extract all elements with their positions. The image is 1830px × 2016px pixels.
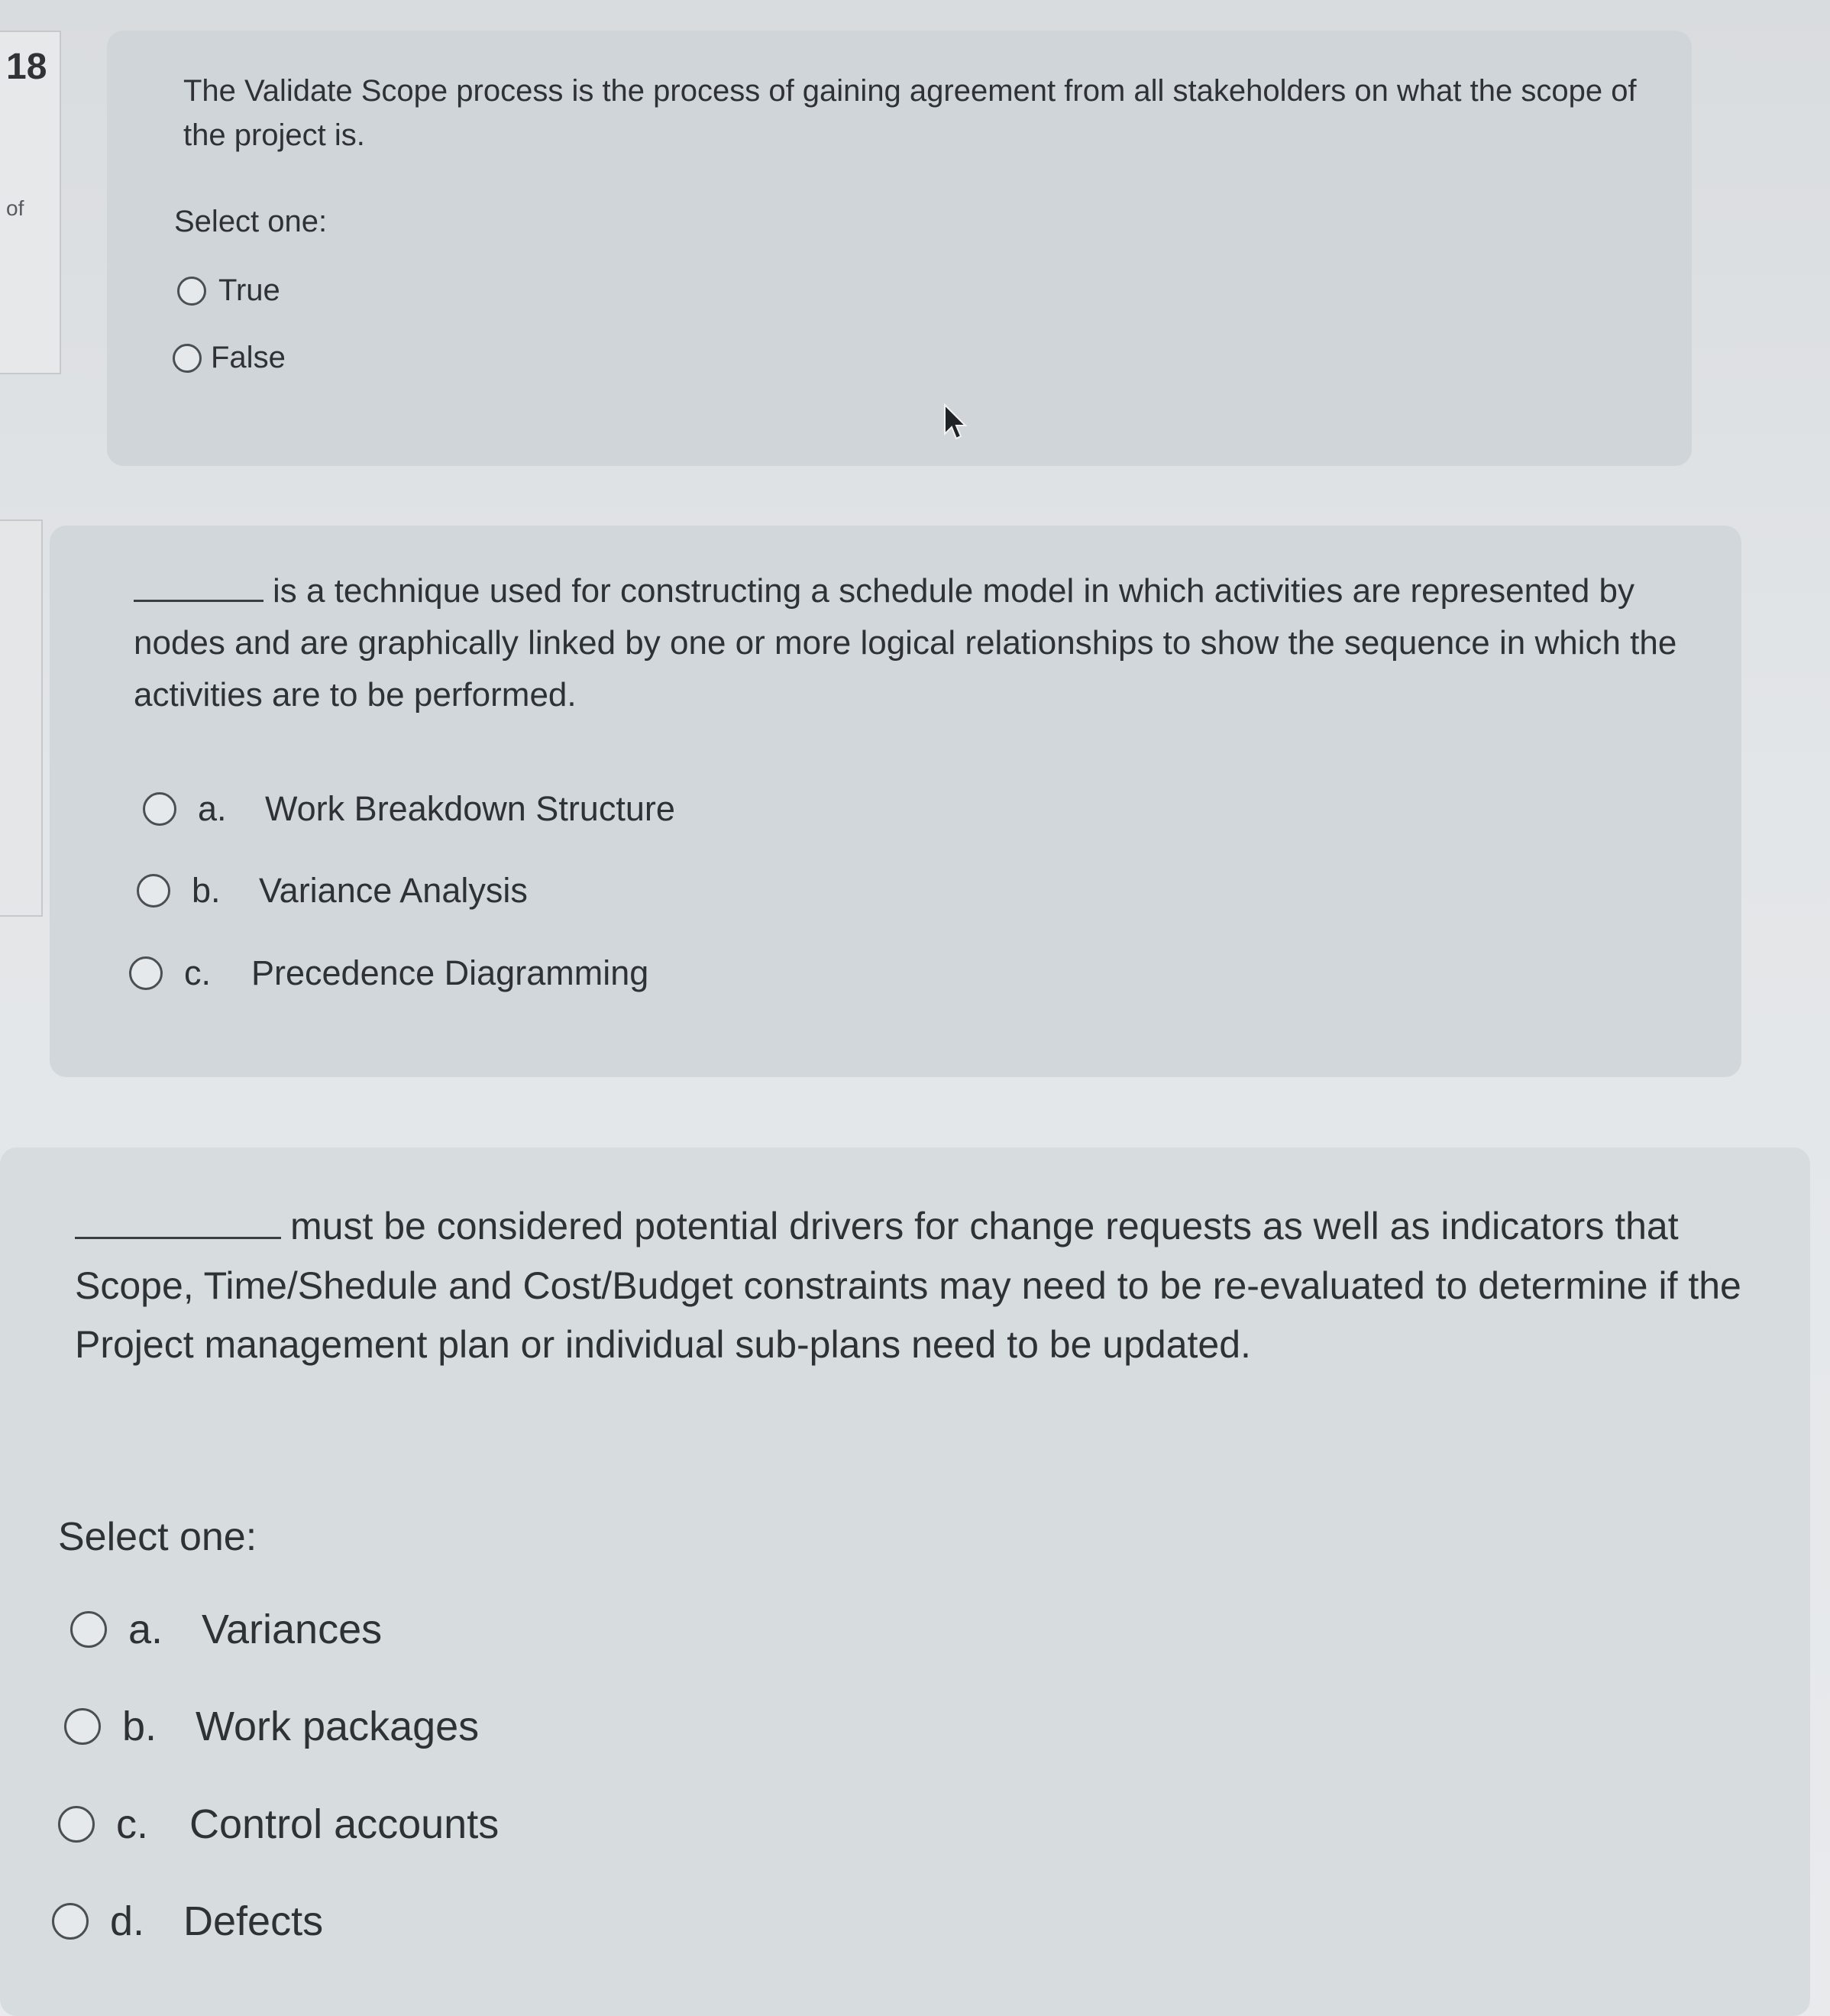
question-card-3	[0, 1147, 1810, 2016]
question-info-panel	[0, 31, 61, 374]
question-2-option-a[interactable]	[143, 789, 675, 829]
option-label: Variance Analysis	[259, 871, 528, 910]
option-label: Defects	[183, 1898, 324, 1944]
question-of-label: of	[6, 196, 24, 220]
question-info-panel-2	[0, 519, 43, 917]
option-letter: a.	[198, 789, 227, 828]
question-1-select-one: Select one:	[174, 205, 328, 238]
option-letter: b.	[192, 871, 221, 910]
question-1-option-true[interactable]	[177, 273, 280, 308]
question-3-body: must be considered potential drivers for change requests as well as indicators that Scope, Time/Shedule and Cost/Budget constraints may need to be re-evaluated to determine if the Project management plan or individual sub-plans need to be updated.	[75, 1205, 1741, 1366]
option-letter: c.	[184, 953, 212, 992]
question-3-option-a[interactable]	[70, 1606, 382, 1653]
radio-circle-icon[interactable]	[177, 277, 206, 306]
radio-circle-icon[interactable]	[52, 1903, 89, 1940]
radio-circle-icon[interactable]	[173, 344, 202, 373]
question-3-select-one: Select one:	[58, 1515, 257, 1559]
question-card-2	[50, 526, 1741, 1077]
option-label: Control accounts	[189, 1801, 500, 1847]
option-label: True	[218, 273, 280, 307]
mouse-pointer-icon	[943, 403, 969, 442]
option-label: Work packages	[196, 1704, 480, 1749]
radio-circle-icon[interactable]	[129, 956, 163, 990]
question-3-option-d[interactable]	[52, 1898, 323, 1945]
option-label: Variances	[202, 1607, 383, 1652]
question-3-option-b[interactable]	[64, 1703, 479, 1750]
radio-circle-icon[interactable]	[58, 1806, 95, 1843]
question-2-option-c[interactable]	[129, 953, 648, 993]
radio-circle-icon[interactable]	[70, 1611, 107, 1648]
radio-circle-icon[interactable]	[143, 792, 176, 826]
option-letter: a.	[128, 1607, 163, 1652]
question-1-option-false[interactable]	[173, 341, 286, 375]
radio-circle-icon[interactable]	[137, 874, 170, 908]
question-card-1	[107, 31, 1692, 466]
option-label: False	[211, 341, 286, 374]
option-letter: d.	[110, 1898, 145, 1944]
answer-blank	[75, 1237, 281, 1239]
question-2-option-b[interactable]	[137, 871, 528, 911]
question-2-body: is a technique used for constructing a schedule model in which activities are represented by nodes and are graphically linked by one or more logical relationships to show the sequence in which the activities are to be performed.	[134, 572, 1677, 714]
answer-blank	[134, 600, 264, 602]
question-number: 18	[6, 47, 47, 87]
option-label: Work Breakdown Structure	[265, 789, 675, 828]
option-label: Precedence Diagramming	[251, 953, 649, 992]
question-2-text	[134, 565, 1715, 722]
option-letter: c.	[116, 1801, 149, 1847]
option-letter: b.	[122, 1704, 157, 1749]
question-1-text: The Validate Scope process is the process of gaining agreement from all stakeholders on what the scope of the project is.	[183, 74, 1637, 152]
radio-circle-icon[interactable]	[64, 1708, 101, 1745]
question-3-option-c[interactable]	[58, 1801, 499, 1848]
question-3-text	[75, 1197, 1763, 1375]
